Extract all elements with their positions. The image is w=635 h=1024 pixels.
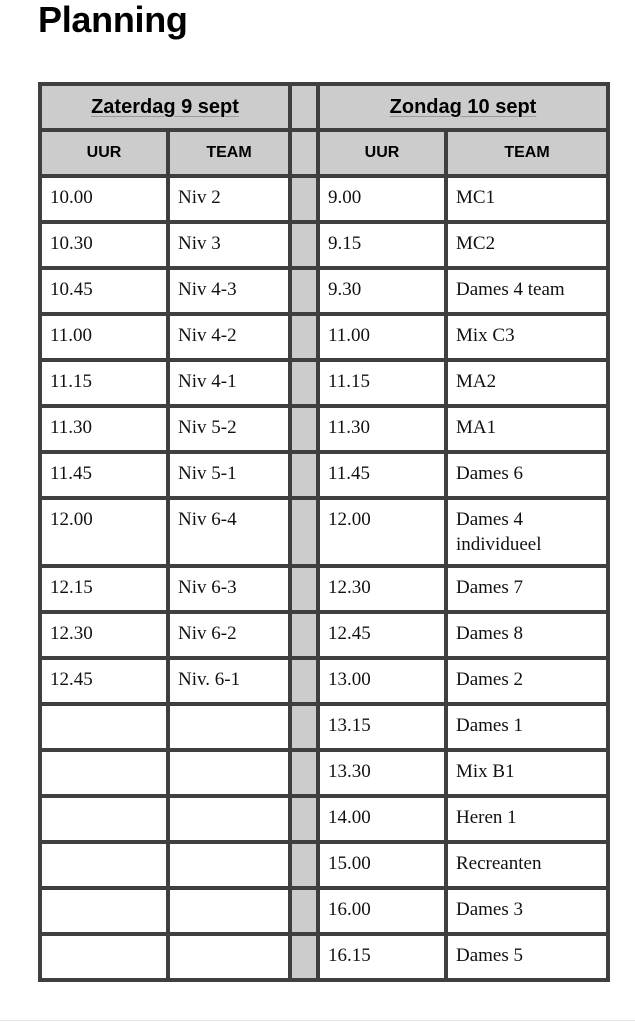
saturday-team-cell: Niv 6-3	[168, 566, 290, 612]
saturday-header	[40, 84, 290, 130]
sunday-time-cell: 12.45	[318, 612, 446, 658]
saturday-time-cell: 12.00	[40, 498, 168, 566]
table-row	[40, 888, 608, 934]
separator-cell	[290, 658, 318, 704]
saturday-time-cell	[40, 888, 168, 934]
separator-cell	[290, 222, 318, 268]
saturday-time-cell: 12.15	[40, 566, 168, 612]
separator-cell	[290, 268, 318, 314]
saturday-time-cell	[40, 796, 168, 842]
table-row	[40, 612, 608, 658]
sunday-time-cell: 15.00	[318, 842, 446, 888]
saturday-time-cell	[40, 842, 168, 888]
sunday-team-cell: Mix C3	[446, 314, 608, 360]
saturday-team-cell: Niv 4-3	[168, 268, 290, 314]
sunday-team-cell: Dames 3	[446, 888, 608, 934]
table-row	[40, 750, 608, 796]
separator-cell	[290, 84, 318, 130]
schedule-body	[40, 176, 608, 980]
sunday-team-cell: MC1	[446, 176, 608, 222]
separator-cell	[290, 750, 318, 796]
saturday-time-cell	[40, 934, 168, 980]
table-row	[40, 658, 608, 704]
sunday-team-cell: Dames 8	[446, 612, 608, 658]
separator-cell	[290, 704, 318, 750]
sunday-header	[318, 84, 608, 130]
saturday-time-cell: 11.45	[40, 452, 168, 498]
saturday-time-cell: 11.30	[40, 406, 168, 452]
separator-cell	[290, 452, 318, 498]
sunday-team-header: TEAM	[446, 130, 608, 176]
sunday-time-header: UUR	[318, 130, 446, 176]
saturday-team-cell: Niv 5-2	[168, 406, 290, 452]
table-row	[40, 452, 608, 498]
sunday-time-cell: 13.15	[318, 704, 446, 750]
sunday-team-cell: MA2	[446, 360, 608, 406]
table-row	[40, 934, 608, 980]
sunday-label: Zondag 10 sept	[389, 95, 537, 118]
table-row	[40, 314, 608, 360]
saturday-team-cell: Niv 4-1	[168, 360, 290, 406]
saturday-team-cell	[168, 704, 290, 750]
sunday-team-cell: Heren 1	[446, 796, 608, 842]
sunday-time-cell: 11.30	[318, 406, 446, 452]
sunday-time-cell: 16.15	[318, 934, 446, 980]
table-row	[40, 566, 608, 612]
sunday-time-cell: 9.00	[318, 176, 446, 222]
table-row	[40, 176, 608, 222]
schedule-table	[38, 82, 610, 982]
saturday-time-cell: 10.45	[40, 268, 168, 314]
separator-cell	[290, 888, 318, 934]
saturday-team-cell: Niv 6-2	[168, 612, 290, 658]
saturday-team-cell: Niv 6-4	[168, 498, 290, 566]
table-row	[40, 796, 608, 842]
separator-cell	[290, 360, 318, 406]
sunday-time-cell: 16.00	[318, 888, 446, 934]
sunday-time-cell: 14.00	[318, 796, 446, 842]
sunday-time-cell: 11.45	[318, 452, 446, 498]
sunday-team-cell: MC2	[446, 222, 608, 268]
separator-cell	[290, 934, 318, 980]
separator-cell	[290, 406, 318, 452]
saturday-team-cell	[168, 934, 290, 980]
sunday-team-cell: MA1	[446, 406, 608, 452]
saturday-time-header: UUR	[40, 130, 168, 176]
saturday-time-cell	[40, 750, 168, 796]
saturday-team-cell: Niv 5-1	[168, 452, 290, 498]
sunday-team-cell: Dames 1	[446, 704, 608, 750]
saturday-team-cell: Niv 3	[168, 222, 290, 268]
saturday-team-cell	[168, 750, 290, 796]
table-row	[40, 498, 608, 566]
day-header-row	[40, 84, 608, 130]
table-row	[40, 406, 608, 452]
sunday-time-cell: 9.30	[318, 268, 446, 314]
separator-cell	[290, 612, 318, 658]
divider	[0, 1020, 635, 1021]
separator-cell	[290, 796, 318, 842]
saturday-team-cell: Niv. 6-1	[168, 658, 290, 704]
sunday-team-cell: Dames 4 team	[446, 268, 608, 314]
separator-cell	[290, 842, 318, 888]
sunday-time-cell: 11.15	[318, 360, 446, 406]
separator-cell	[290, 566, 318, 612]
sunday-team-cell: Dames 7	[446, 566, 608, 612]
sunday-time-cell: 11.00	[318, 314, 446, 360]
saturday-team-cell: Niv 4-2	[168, 314, 290, 360]
sunday-team-cell: Dames 6	[446, 452, 608, 498]
saturday-time-cell: 10.30	[40, 222, 168, 268]
separator-cell	[290, 498, 318, 566]
sunday-team-cell: Dames 4 individueel	[446, 498, 608, 566]
table-row	[40, 222, 608, 268]
separator-cell	[290, 176, 318, 222]
column-header-row	[40, 130, 608, 176]
saturday-time-cell	[40, 704, 168, 750]
sunday-time-cell: 13.30	[318, 750, 446, 796]
sunday-time-cell: 9.15	[318, 222, 446, 268]
sunday-team-cell: Dames 5	[446, 934, 608, 980]
saturday-time-cell: 12.30	[40, 612, 168, 658]
sunday-time-cell: 12.00	[318, 498, 446, 566]
saturday-time-cell: 11.15	[40, 360, 168, 406]
saturday-team-cell	[168, 842, 290, 888]
separator-cell	[290, 314, 318, 360]
saturday-team-cell: Niv 2	[168, 176, 290, 222]
sunday-time-cell: 13.00	[318, 658, 446, 704]
saturday-time-cell: 11.00	[40, 314, 168, 360]
sunday-team-cell: Recreanten	[446, 842, 608, 888]
table-row	[40, 360, 608, 406]
table-row	[40, 704, 608, 750]
table-row	[40, 268, 608, 314]
sunday-time-cell: 12.30	[318, 566, 446, 612]
saturday-team-cell	[168, 796, 290, 842]
saturday-time-cell: 12.45	[40, 658, 168, 704]
saturday-time-cell: 10.00	[40, 176, 168, 222]
saturday-label: Zaterdag 9 sept	[91, 95, 239, 118]
separator-cell	[290, 130, 318, 176]
page-title: Planning	[38, 0, 188, 40]
saturday-team-header: TEAM	[168, 130, 290, 176]
table-row	[40, 842, 608, 888]
sunday-team-cell: Dames 2	[446, 658, 608, 704]
saturday-team-cell	[168, 888, 290, 934]
sunday-team-cell: Mix B1	[446, 750, 608, 796]
